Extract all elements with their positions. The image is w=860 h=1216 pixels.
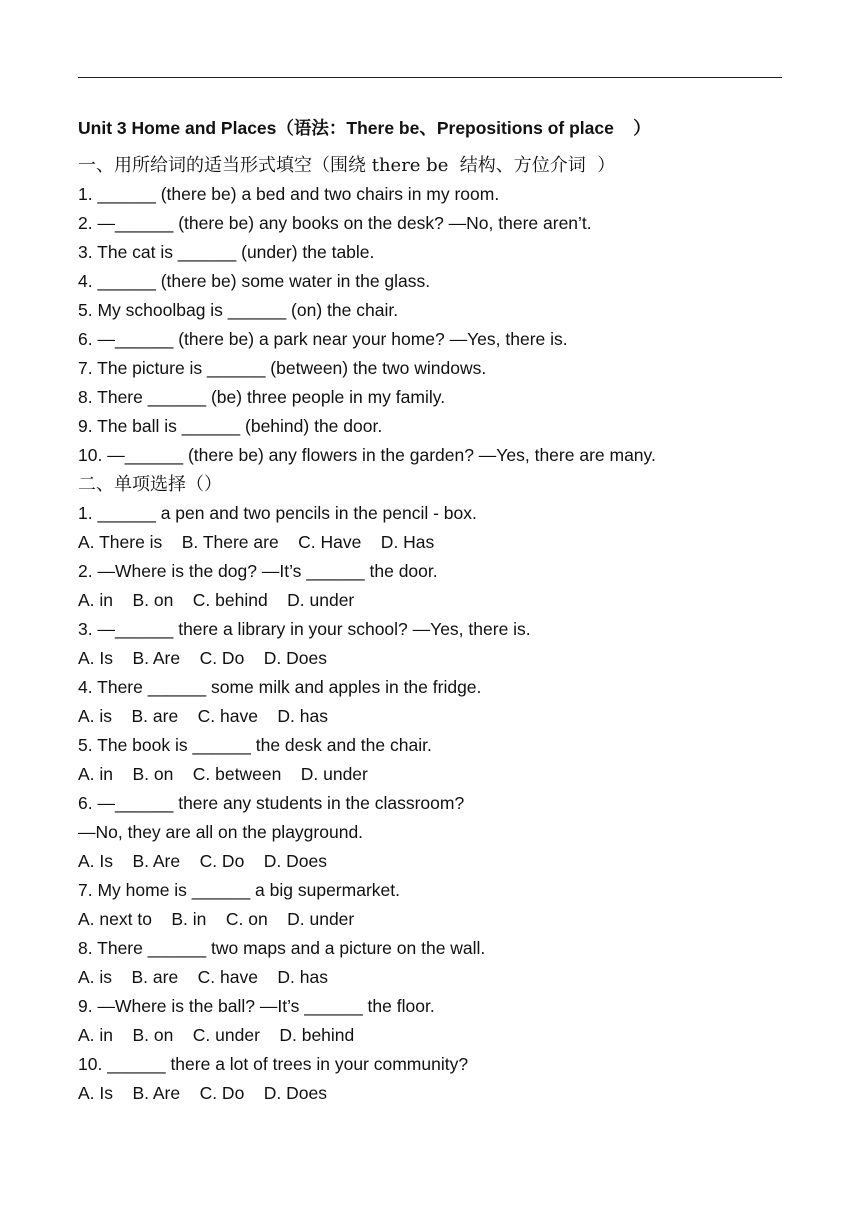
mc-question: 1. ______ a pen and two pencils in the pencil - box. — [78, 503, 477, 523]
document-title: Unit 3 Home and Places（语法：There be、Prepositions of place ） — [78, 118, 651, 138]
fill-in-question: 4. ______ (there be) some water in the glass. — [78, 271, 431, 291]
mc-options: A. in B. on C. under D. behind — [78, 1025, 355, 1045]
mc-question: 9. —Where is the ball? —It’s ______ the floor. — [78, 996, 435, 1016]
mc-question: 10. ______ there a lot of trees in your community? — [78, 1054, 469, 1074]
mc-question: 3. —______ there a library in your school? —Yes, there is. — [78, 619, 531, 639]
fill-in-question: 6. —______ (there be) a park near your home? —Yes, there is. — [78, 329, 568, 349]
fill-in-question: 3. The cat is ______ (under) the table. — [78, 242, 375, 262]
mc-options: A. in B. on C. behind D. under — [78, 590, 355, 610]
mc-options: A. Is B. Are C. Do D. Does — [78, 1083, 327, 1103]
fill-in-question: 5. My schoolbag is ______ (on) the chair. — [78, 300, 399, 320]
fill-in-question: 1. ______ (there be) a bed and two chairs in my room. — [78, 184, 500, 204]
fill-in-question: 2. —______ (there be) any books on the desk? —No, there aren’t. — [78, 213, 592, 233]
fill-in-question: 7. The picture is ______ (between) the two windows. — [78, 358, 487, 378]
fill-in-question: 9. The ball is ______ (behind) the door. — [78, 416, 383, 436]
mc-question: 8. There ______ two maps and a picture on the wall. — [78, 938, 486, 958]
mc-question: 7. My home is ______ a big supermarket. — [78, 880, 400, 900]
mc-options: A. is B. are C. have D. has — [78, 706, 328, 726]
mc-options: A. Is B. Are C. Do D. Does — [78, 648, 327, 668]
mc-options: A. in B. on C. between D. under — [78, 764, 368, 784]
mc-options: A. There is B. There are C. Have D. Has — [78, 532, 435, 552]
mc-question: 5. The book is ______ the desk and the chair. — [78, 735, 432, 755]
mc-question: 2. —Where is the dog? —It’s ______ the door. — [78, 561, 438, 581]
mc-options: A. is B. are C. have D. has — [78, 967, 328, 987]
header-rule — [78, 77, 782, 78]
section-2-heading: 二、单项选择（） — [78, 474, 222, 495]
section-1-heading: 一、用所给词的适当形式填空（围绕 there be 结构、方位介词 ） — [78, 155, 616, 176]
fill-in-question: 8. There ______ (be) three people in my family. — [78, 387, 446, 407]
document-body — [78, 151, 798, 1108]
mc-question-continuation: —No, they are all on the playground. — [78, 822, 364, 842]
mc-options: A. Is B. Are C. Do D. Does — [78, 851, 327, 871]
mc-question: 4. There ______ some milk and apples in the fridge. — [78, 677, 482, 697]
mc-options: A. next to B. in C. on D. under — [78, 909, 355, 929]
mc-question: 6. —______ there any students in the classroom? — [78, 793, 465, 813]
fill-in-question: 10. —______ (there be) any flowers in the garden? —Yes, there are many. — [78, 445, 656, 465]
